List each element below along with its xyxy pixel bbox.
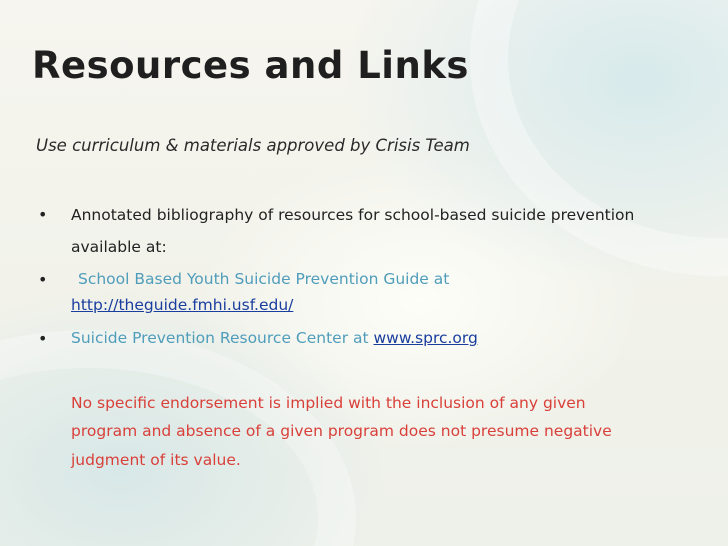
slide-subtitle: Use curriculum & materials approved by Crisis Team [36,136,470,155]
disclaimer-line1: No specific endorsement is implied with the inclusion of any given [71,394,586,412]
bullet-bibliography-line1: Annotated bibliography of resources for school-based suicide prevention [71,206,635,224]
background-swirl [470,0,728,276]
bullet-youth-guide-text: School Based Youth Suicide Prevention Guide at [78,270,450,288]
slide-title: Resources and Links [32,44,469,87]
disclaimer-line3: judgment of its value. [71,451,241,469]
sprc-text: Suicide Prevention Resource Center at [71,329,374,347]
sprc-link[interactable]: www.sprc.org [373,329,478,347]
bullet-sprc [71,329,478,347]
bullet-marker: • [38,205,48,224]
disclaimer-line2: program and absence of a given program does not presume negative [71,422,612,440]
bullet-marker: • [38,329,48,348]
bullet-marker: • [38,270,48,289]
youth-guide-link[interactable]: http://theguide.fmhi.usf.edu/ [71,296,294,314]
bullet-bibliography-line2: available at: [71,238,167,256]
